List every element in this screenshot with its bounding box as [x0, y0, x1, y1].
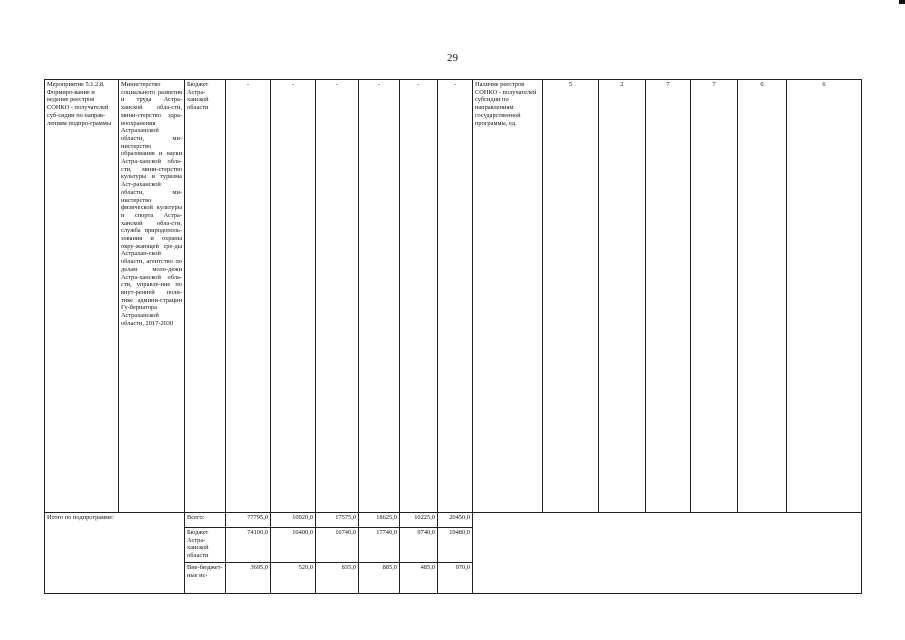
indicator-value-cell: 5	[543, 80, 599, 513]
funding-source-cell: Бюджет Астра-ханской области	[185, 80, 226, 513]
amount-cell: -	[271, 80, 316, 513]
total-row	[45, 513, 862, 528]
amount-cell: -	[438, 80, 473, 513]
total-value-cell: 17575,0	[316, 513, 359, 528]
activity-name-cell: Мероприятие 5.1.2.8. Формиро-вание и ведение реестров СОНКО - получателей суб-сидии по направ-лениям подпро-граммы	[45, 80, 119, 513]
total-source-cell: Всего:	[185, 513, 226, 528]
amount-cell: -	[400, 80, 438, 513]
total-value-cell: 10920,0	[271, 513, 316, 528]
total-value-cell: 9740,0	[400, 528, 438, 563]
total-value-cell: 10225,0	[400, 513, 438, 528]
total-value-cell: 18625,0	[359, 513, 400, 528]
subprogram-total-label: Итого по подпрограмме:	[45, 513, 185, 594]
total-value-cell: 16740,0	[316, 528, 359, 563]
indicator-value-cell: 7	[691, 80, 738, 513]
indicator-value-cell: 7	[646, 80, 691, 513]
indicator-value-cell: 6	[738, 80, 787, 513]
indicator-cell: Наличие реестров СОНКО - получателей субсидии по направлениям государственной программы, ед.	[473, 80, 543, 513]
executor-cell: Министерство социального развития и труда Астра-ханской обла-сти, мини-стерство здра-воохранения Астраханской области, ми-нистерство образования и науки Астра-ханской обла-сти, мини-стерство культуры и туризма Аст-раханской области, ми-нистерство физической культуры и спорта Астра-ханской обла-сти, служба природополь-зования и охраны окру-жающей сре-ды Астрахан-ской области, агентство по делам моло-дежи Астра-ханской обла-сти, управле-ние по внут-ренней поли-тике админи-страции Гу-бернатора Астраханской области, 2017-2030	[119, 80, 185, 513]
total-value-cell: 10400,0	[271, 528, 316, 563]
total-value-cell: 520,0	[271, 563, 316, 594]
total-value-cell: 485,0	[400, 563, 438, 594]
total-value-cell: 970,0	[438, 563, 473, 594]
total-source-cell: Вне-бюджет-ные ис-	[185, 563, 226, 594]
total-value-cell: 20450,0	[438, 513, 473, 528]
total-value-cell: 17740,0	[359, 528, 400, 563]
page-corner-mark	[899, 0, 905, 4]
total-value-cell: 835,0	[316, 563, 359, 594]
total-value-cell: 885,0	[359, 563, 400, 594]
total-value-cell: 77795,0	[226, 513, 271, 528]
total-value-cell: 74100,0	[226, 528, 271, 563]
page-number: 29	[447, 52, 458, 64]
total-source-cell: Бюджет Астра-ханской области	[185, 528, 226, 563]
amount-cell: -	[316, 80, 359, 513]
indicator-value-cell: 2	[599, 80, 646, 513]
amount-cell: -	[359, 80, 400, 513]
program-table	[44, 79, 862, 594]
total-value-cell: 19480,0	[438, 528, 473, 563]
activity-row	[45, 80, 862, 513]
total-empty-cell	[473, 513, 862, 594]
indicator-value-cell: 6	[787, 80, 862, 513]
amount-cell: -	[226, 80, 271, 513]
total-value-cell: 3695,0	[226, 563, 271, 594]
